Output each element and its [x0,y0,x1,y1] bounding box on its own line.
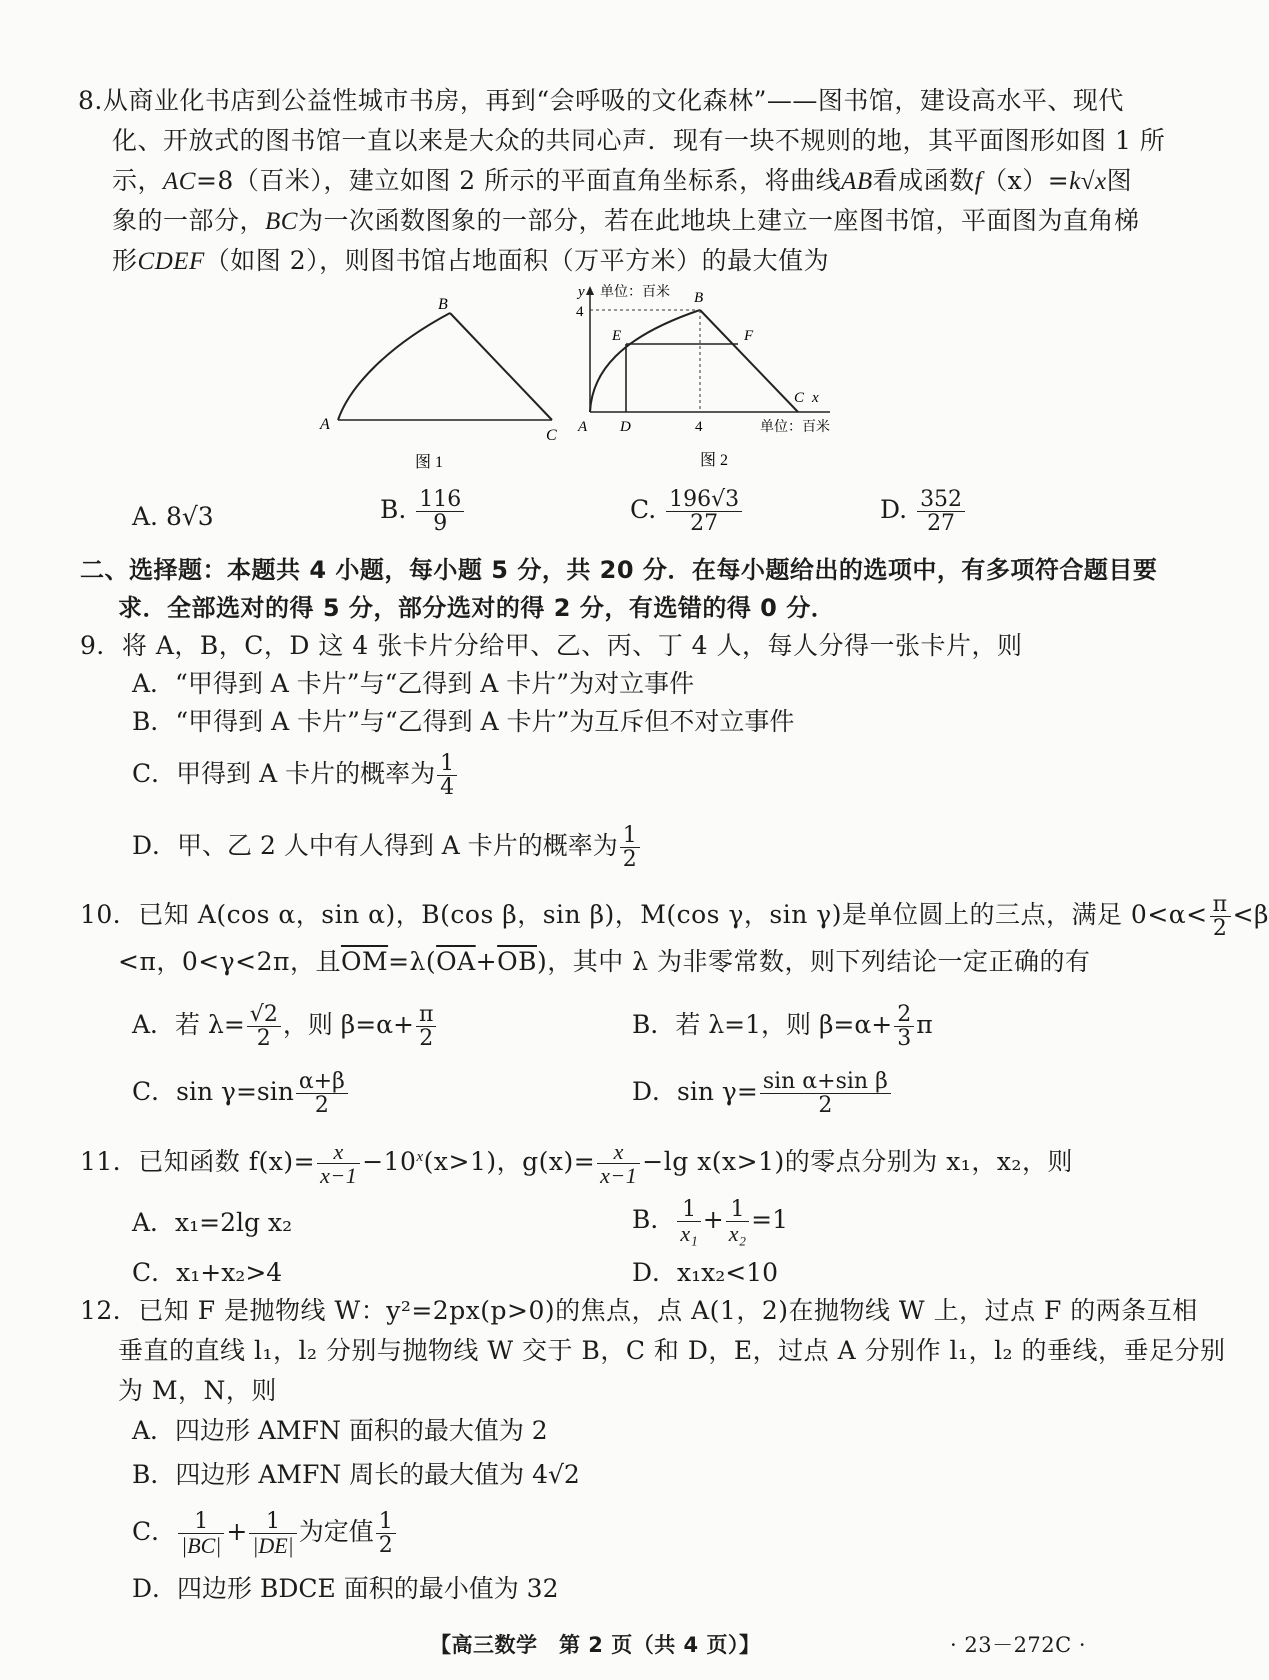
q8-text1: 从商业化书店到公益性城市书房，再到“会呼吸的文化森林”——图书馆，建设高水平、现代 [102,86,1124,115]
q10-option-a[interactable]: A．若 λ= $\frac{√2}{2}$ ，则 β=α+ $\frac{\pi}{2}$ [132,1003,438,1050]
fig2-label-a: A [578,419,588,435]
fig2-label-f: F [744,328,754,344]
line-bc [450,313,552,420]
q9-option-c[interactable]: C．甲得到 A 卡片的概率为 $\frac{1}{4}$ [132,752,459,799]
q8-line3: 示，AC=8（百米），建立如图 2 所示的平面直角坐标系，将曲线AB看成函数f（x）=k√x图 [112,166,1133,195]
q9-option-b[interactable]: B．“甲得到 A 卡片”与“乙得到 A 卡片”为互斥但不对立事件 [132,707,795,736]
fig2-label-c: C [794,390,805,406]
figure-2 [560,282,860,477]
q12-option-a[interactable]: A．四边形 AMFN 面积的最大值为 2 [132,1416,548,1445]
fig2-unit-x: 单位：百米 [760,420,830,435]
fig1-label-c: C [546,427,557,444]
q11-stem: 11．已知函数 f(x)= $\frac{x}{x-1}$ $-10^x(x>1)$，g(x)= $\frac{x}{x-1}$ −lg x(x>1)的零点分别为 x₁，x₂，则 [80,1139,1073,1189]
q8-line1 [78,84,1124,118]
q11-option-b[interactable]: B． $\frac{1}{\text{x₁}}$ + $\frac{1}{\text{x₂}}$ =1 [632,1197,789,1247]
footer-code: · 23－272C · [950,1633,1087,1657]
q8-line5: 形CDEF（如图 2），则图书馆占地面积（万平方米）的最大值为 [112,246,830,275]
q8-number: 8. [78,86,103,115]
fig1-label-b: B [438,296,448,313]
fig2-curve-ab [590,310,700,412]
footer-page-info: 【高三数学 第 2 页（共 4 页）】 [430,1633,761,1657]
fig2-label-d: D [620,419,631,435]
q9-option-d[interactable]: D．甲、乙 2 人中有人得到 A 卡片的概率为 $\frac{1}{2}$ [132,824,642,871]
q11-option-a[interactable]: A．x₁=2lg x₂ [132,1208,293,1237]
fig2-tick-4x: 4 [695,419,703,435]
q8-option-d[interactable]: D. $\frac{352}{27}$ [880,488,967,535]
q8-option-c[interactable]: C. $\frac{196√3}{27}$ [630,488,744,535]
q10-stem-line1: 10．已知 A(cos α，sin α)，B(cos β，sin β)，M(cos γ，sin γ)是单位圆上的三点，满足 0<α< $\frac{\pi}{2}$ <β [80,892,1269,942]
section2-line1: 二、选择题：本题共 4 小题，每小题 5 分，共 20 分．在每小题给出的选项中，有多项符合题目要 [80,556,1158,584]
q12-option-b[interactable]: B．四边形 AMFN 周长的最大值为 4√2 [132,1460,580,1489]
q8-option-a[interactable]: A. 8√3 [132,502,214,531]
figure-1 [310,295,570,475]
q10-option-b[interactable]: B．若 λ=1，则 β=α+ $\frac{2}{3}$ π [632,1002,933,1052]
q12-line3: 为 M，N，则 [118,1376,277,1405]
y-axis-arrow [586,286,594,295]
q11-option-d[interactable]: D．x₁x₂<10 [632,1258,779,1287]
fig2-label-b: B [694,290,704,306]
fig2-caption: 图 2 [700,452,729,469]
curve-ab [338,313,450,420]
fig2-unit-y: 单位：百米 [600,285,670,300]
fig2-tick-4y: 4 [576,304,584,320]
q8-option-b[interactable]: B. $\frac{116}{9}$ [380,488,466,535]
q10-option-c[interactable]: C．sin γ=sin $\frac{\alpha+\beta}{2}$ [132,1070,350,1117]
fig1-caption: 图 1 [415,454,444,471]
q12-option-c[interactable]: C． $\frac{1}{|BC|}$ + $\frac{1}{|DE|}$ 为定值 $\frac{1}{2}$ [132,1510,398,1557]
q12-line1: 12．已知 F 是抛物线 W：y²=2px(p>0)的焦点，点 A(1，2)在抛物线 W 上，过点 F 的两条互相 [80,1296,1198,1325]
fig2-y-label: y [578,284,585,300]
fig2-label-e: E [612,328,622,344]
q10-option-d[interactable]: D．sin γ= $\frac{\text{sin α+sin β}}{2}$ [632,1070,893,1117]
q8-line4: 象的一部分，BC为一次函数图象的一部分，若在此地块上建立一座图书馆，平面图为直角梯 [112,206,1140,235]
q9-stem: 9．将 A，B，C，D 这 4 张卡片分给甲、乙、丙、丁 4 人，每人分得一张卡片，则 [80,631,1023,660]
q8-line2: 化、开放式的图书馆一直以来是大众的共同心声．现有一块不规则的地，其平面图形如图 1 所 [112,126,1166,155]
fig2-x-label: x [812,390,819,406]
q11-option-c[interactable]: C．x₁+x₂>4 [132,1258,283,1287]
fig1-label-a: A [320,416,330,433]
fig2-line-bc [700,310,798,412]
q12-option-d[interactable]: D．四边形 BDCE 面积的最小值为 32 [132,1574,559,1603]
section2-line2: 求．全部选对的得 5 分，部分选对的得 2 分，有选错的得 0 分． [118,594,836,622]
q12-line2: 垂直的直线 l₁，l₂ 分别与抛物线 W 交于 B，C 和 D，E，过点 A 分别作 l₁，l₂ 的垂线，垂足分别 [118,1336,1226,1365]
q10-stem-line2: <π，0<γ<2π，且$\overline{OM}=\lambda(\overline{OA}+\overline{OB})$，其中 λ 为非零常数，则下列结论一定正确的有 [118,947,1091,976]
q9-option-a[interactable]: A．“甲得到 A 卡片”与“乙得到 A 卡片”为对立事件 [132,669,695,698]
